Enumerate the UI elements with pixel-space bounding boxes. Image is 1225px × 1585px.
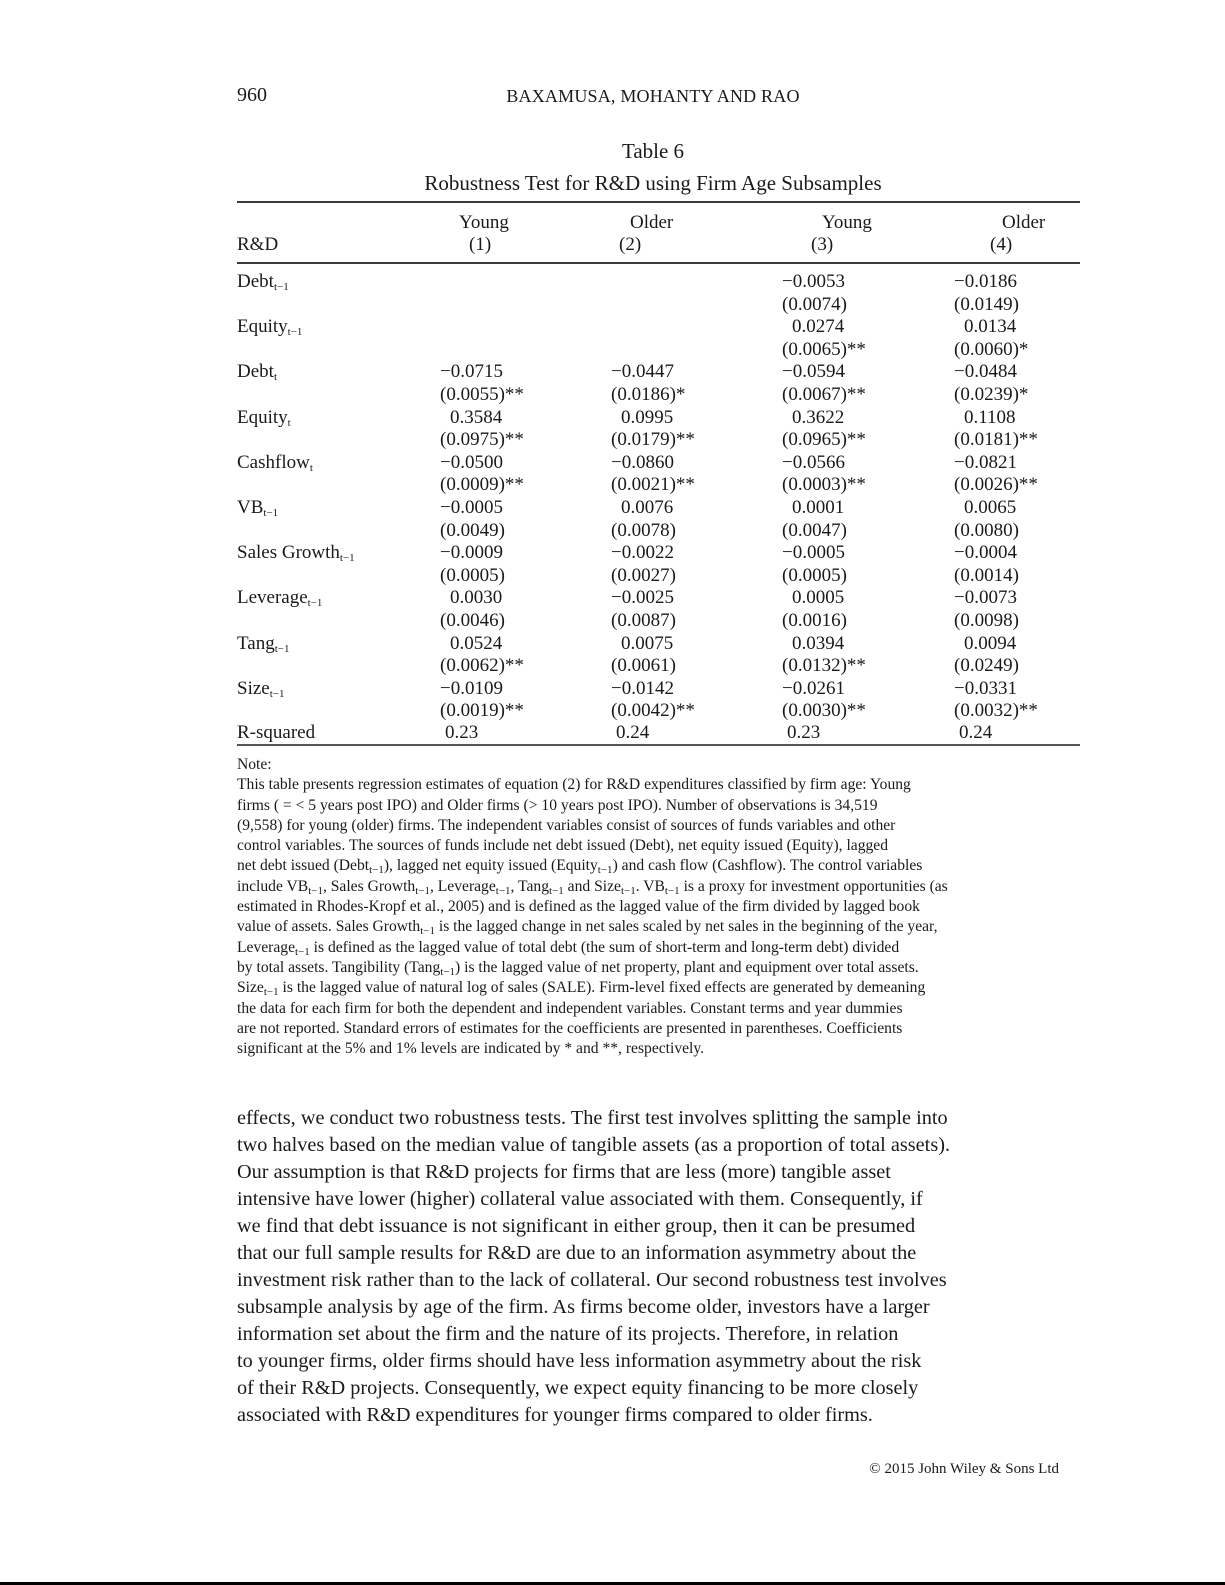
variable-subscript: t [309, 461, 313, 474]
note-line [237, 917, 1077, 937]
coefficient-value: 0.3584 [450, 406, 503, 428]
note-subscript: t−1 [549, 884, 564, 897]
body-line: information set about the firm and the nature of its projects. Therefore, in relation [237, 1323, 899, 1345]
note-text: is the lagged value of natural log of sales (SALE). Firm-level fixed effects are generated by demeaning [278, 979, 926, 997]
standard-error-value: (0.0965)** [782, 429, 866, 451]
note-text: . VB [635, 877, 665, 895]
note-subscript: t−1 [263, 986, 279, 999]
standard-error-value: (0.0074) [782, 293, 847, 315]
note-line [237, 775, 1077, 795]
standard-error-value: (0.0132)** [782, 655, 866, 677]
note-line [237, 958, 1077, 978]
note-line [237, 1019, 1077, 1039]
note-subscript: t−1 [295, 945, 310, 958]
coefficient-value: 0.0094 [964, 632, 1017, 654]
body-line: two halves based on the median value of tangible assets (as a proportion of total assets). [237, 1134, 951, 1156]
standard-error-value: (0.0047) [782, 519, 847, 541]
coefficient-value: −0.0331 [954, 677, 1017, 699]
table-top-rule [237, 201, 1080, 203]
coefficient-value: 0.0030 [450, 587, 503, 609]
body-line: we find that debt issuance is not significant in either group, then it can be presumed [237, 1215, 916, 1237]
column-number-label: (2) [619, 234, 642, 255]
standard-error-value: (0.0098) [954, 610, 1019, 631]
note-text: by total assets. Tangibility (Tang [237, 958, 441, 976]
variable-label [237, 542, 355, 564]
variable-name: Sales Growth [237, 542, 340, 564]
coefficient-value: −0.0566 [782, 451, 845, 473]
coefficient-value: −0.0142 [611, 677, 674, 699]
page-number: 960 [237, 84, 267, 106]
note-line [237, 877, 1077, 897]
body-line: of their R&D projects. Consequently, we expect equity financing to be more closely [237, 1377, 919, 1399]
variable-label [237, 633, 289, 655]
coefficient-value: 0.0005 [792, 587, 845, 609]
variable-name: Equity [237, 406, 288, 428]
standard-error-value: (0.0027) [611, 564, 676, 586]
coefficient-value: 0.0524 [450, 632, 503, 654]
standard-error-value: (0.0062)** [440, 655, 524, 677]
variable-label [237, 587, 322, 609]
note-line [237, 999, 1077, 1019]
coefficient-value: 0.3622 [792, 406, 845, 428]
coefficient-value: −0.0109 [440, 677, 503, 699]
column-number-label: (4) [990, 234, 1013, 255]
column-group-label: Young [822, 212, 872, 233]
variable-name: Cashflow [237, 451, 310, 473]
body-line: that our full sample results for R&D are due to an information asymmetry about the [237, 1242, 917, 1264]
variable-name: VB [237, 497, 264, 518]
r-squared-value: 0.23 [787, 722, 821, 743]
standard-error-value: (0.0026)** [954, 474, 1038, 496]
body-paragraph [237, 1105, 1027, 1429]
coefficient-value: −0.0022 [611, 542, 674, 564]
variable-label [237, 316, 302, 338]
note-text: , Sales Growth [322, 877, 416, 895]
variable-name: Tang [237, 632, 275, 654]
coefficient-value: 0.0076 [621, 497, 674, 518]
note-text: are not reported. Standard errors of estimates for the coefficients are presented in parentheses. Coefficients [237, 1019, 903, 1037]
variable-subscript: t−1 [273, 281, 289, 293]
body-line: associated with R&D expenditures for younger firms compared to older firms. [237, 1404, 873, 1426]
note-body [237, 775, 1077, 1059]
coefficient-value: −0.0500 [440, 451, 503, 473]
coefficient-value: −0.0005 [440, 497, 503, 518]
note-text: the data for each firm for both the dependent and independent variables. Constant terms and year dummies [237, 999, 903, 1017]
coefficient-value: 0.0134 [964, 316, 1017, 338]
note-line [237, 1039, 1077, 1059]
variable-label [237, 678, 284, 700]
coefficient-value: −0.0005 [782, 542, 845, 564]
standard-error-value: (0.0065)** [782, 338, 866, 360]
note-text: ), lagged net equity issued (Equity [383, 857, 598, 875]
variable-name: Size [237, 677, 270, 699]
coefficient-value: 0.0394 [792, 632, 845, 654]
standard-error-value: (0.0014) [954, 564, 1019, 586]
variable-label [237, 271, 289, 293]
standard-error-value: (0.0975)** [440, 429, 524, 451]
standard-error-value: (0.0061) [611, 655, 676, 677]
note-line [237, 897, 1077, 917]
note-line [237, 938, 1077, 958]
coefficient-value: −0.0261 [782, 677, 845, 699]
standard-error-value: (0.0003)** [782, 474, 866, 496]
note-line [237, 856, 1077, 876]
body-line: subsample analysis by age of the firm. As firms become older, investors have a larger [237, 1296, 930, 1318]
variable-name: Debt [237, 361, 274, 383]
note-text: estimated in Rhodes-Kropf et al., 2005) and is defined as the lagged value of the firm divided by lagged book [237, 898, 920, 916]
note-text: This table presents regression estimates of equation (2) for R&D expenditures classified by firm age: Young [237, 776, 911, 794]
variable-subscript: t−1 [307, 597, 323, 610]
column-group-label: Older [1002, 212, 1046, 233]
note-subscript: t−1 [597, 864, 613, 877]
body-line: to younger firms, older firms should have less information asymmetry about the risk [237, 1350, 922, 1372]
coefficient-value: −0.0447 [611, 361, 674, 383]
variable-name: Equity [237, 316, 288, 338]
note-line [237, 796, 1077, 816]
r-squared-label: R-squared [237, 722, 316, 743]
note-text: Leverage [237, 938, 295, 956]
note-subscript: t−1 [415, 884, 430, 897]
body-line: intensive have lower (higher) collateral value associated with them. Consequently, if [237, 1188, 923, 1210]
coefficient-value: −0.0860 [611, 451, 674, 473]
standard-error-value: (0.0016) [782, 610, 847, 631]
standard-error-value: (0.0009)** [440, 474, 524, 496]
standard-error-value: (0.0046) [440, 610, 505, 631]
body-line: effects, we conduct two robustness tests. The first test involves splitting the sample into [237, 1107, 948, 1129]
standard-error-value: (0.0055)** [440, 384, 524, 405]
standard-error-value: (0.0049) [440, 519, 505, 541]
standard-error-value: (0.0021)** [611, 474, 695, 496]
note-subscript: t−1 [495, 884, 511, 897]
standard-error-value: (0.0181)** [954, 429, 1038, 451]
note-line [237, 816, 1077, 836]
variable-label [237, 452, 313, 474]
variable-subscript: t [273, 371, 277, 384]
standard-error-value: (0.0249) [954, 655, 1019, 677]
coefficient-value: 0.1108 [964, 406, 1016, 428]
r-squared-value: 0.24 [616, 722, 650, 743]
note-text: ) and cash flow (Cashflow). The control variables [612, 857, 923, 875]
table-label: Table 6 [621, 139, 685, 163]
coefficient-value: −0.0484 [954, 361, 1017, 383]
note-subscript: t−1 [664, 884, 680, 897]
column-group-label: Young [459, 212, 509, 233]
variable-name: Debt [237, 271, 274, 292]
note-subscript: t−1 [620, 884, 636, 897]
variable-subscript: t−1 [263, 507, 279, 519]
note-text: ) is the lagged value of net property, plant and equipment over total assets. [455, 958, 919, 976]
coefficient-value: −0.0073 [954, 587, 1017, 609]
note-text: , Tang [510, 877, 550, 895]
coefficient-value: 0.0274 [792, 316, 845, 338]
variable-subscript: t−1 [339, 552, 355, 565]
variable-subscript: t−1 [274, 642, 290, 655]
note-text: (9,558) for young (older) firms. The independent variables consist of sources of funds variables and other [237, 816, 896, 834]
header-row-label: R&D [237, 234, 279, 255]
note-text: is the lagged change in net sales scaled by net sales in the beginning of the year, [434, 918, 938, 936]
note-text: Size [237, 979, 264, 997]
note-text: and Size [563, 877, 621, 895]
standard-error-value: (0.0005) [440, 564, 505, 586]
variable-subscript: t−1 [287, 326, 303, 339]
standard-error-value: (0.0042)** [611, 700, 695, 722]
note-text: , Leverage [429, 877, 496, 895]
note-text: value of assets. Sales Growth [237, 918, 421, 936]
note-subscript: t−1 [369, 864, 384, 877]
r-squared-value: 0.24 [959, 722, 993, 743]
standard-error-value: (0.0032)** [954, 700, 1038, 722]
note-heading: Note: [237, 756, 272, 773]
table-bottom-rule [237, 744, 1080, 746]
note-text: is defined as the lagged value of total debt (the sum of short-term and long-term debt) divided [309, 938, 900, 956]
variable-subscript: t−1 [269, 687, 285, 700]
body-line: investment risk rather than to the lack of collateral. Our second robustness test involves [237, 1269, 947, 1291]
body-line: Our assumption is that R&D projects for firms that are less (more) tangible asset [237, 1161, 891, 1183]
coefficient-value: −0.0004 [954, 542, 1017, 564]
coefficient-value: 0.0001 [792, 497, 845, 518]
note-text: control variables. The sources of funds include net debt issued (Debt), net equity issued (Equity), lagged [237, 837, 889, 855]
coefficient-value: −0.0009 [440, 542, 503, 564]
column-number-label: (1) [469, 234, 492, 255]
coefficient-value: 0.0065 [964, 497, 1017, 518]
variable-label [237, 497, 278, 519]
note-line [237, 836, 1077, 856]
variable-subscript: t [287, 416, 291, 429]
coefficient-value: −0.0821 [954, 451, 1017, 473]
coefficient-value: −0.0025 [611, 587, 674, 609]
variable-name: Leverage [237, 587, 308, 609]
coefficient-value: −0.0186 [954, 271, 1017, 292]
standard-error-value: (0.0005) [782, 564, 847, 586]
note-text: significant at the 5% and 1% levels are indicated by * and **, respectively. [237, 1040, 705, 1058]
r-squared-value: 0.23 [445, 722, 479, 743]
coefficient-value: −0.0715 [440, 361, 503, 383]
copyright-notice: © 2015 John Wiley & Sons Ltd [869, 1461, 1059, 1477]
standard-error-value: (0.0179)** [611, 429, 695, 451]
standard-error-value: (0.0087) [611, 610, 676, 631]
variable-label [237, 361, 277, 383]
note-text: firms ( = < 5 years post IPO) and Older firms (> 10 years post IPO). Number of observations is 34,519 [237, 796, 878, 814]
table-header-rule [237, 262, 1080, 264]
note-text: net debt issued (Debt [237, 857, 370, 875]
standard-error-value: (0.0080) [954, 519, 1019, 541]
note-subscript: t−1 [308, 884, 323, 897]
table-note [237, 755, 1077, 1059]
standard-error-value: (0.0186)* [611, 384, 686, 405]
standard-error-value: (0.0030)** [782, 700, 866, 722]
note-text: is a proxy for investment opportunities (as [679, 877, 948, 895]
standard-error-value: (0.0067)** [782, 384, 866, 405]
coefficient-value: −0.0594 [782, 361, 845, 383]
running-head: BAXAMUSA, MOHANTY AND RAO [506, 86, 800, 106]
note-text: include VB [237, 877, 309, 895]
coefficient-value: 0.0075 [621, 632, 674, 654]
standard-error-value: (0.0078) [611, 519, 676, 541]
note-subscript: t−1 [440, 965, 456, 978]
standard-error-value: (0.0239)* [954, 384, 1029, 405]
table-title: Robustness Test for R&D using Firm Age Subsamples [424, 171, 882, 195]
column-number-label: (3) [811, 234, 834, 255]
coefficient-value: 0.0995 [621, 406, 674, 428]
coefficient-value: −0.0053 [782, 271, 845, 292]
standard-error-value: (0.0149) [954, 293, 1019, 315]
note-line [237, 978, 1077, 998]
standard-error-value: (0.0019)** [440, 700, 524, 722]
standard-error-value: (0.0060)* [954, 338, 1029, 360]
variable-label [237, 407, 291, 429]
column-group-label: Older [630, 212, 674, 233]
note-subscript: t−1 [420, 925, 435, 938]
